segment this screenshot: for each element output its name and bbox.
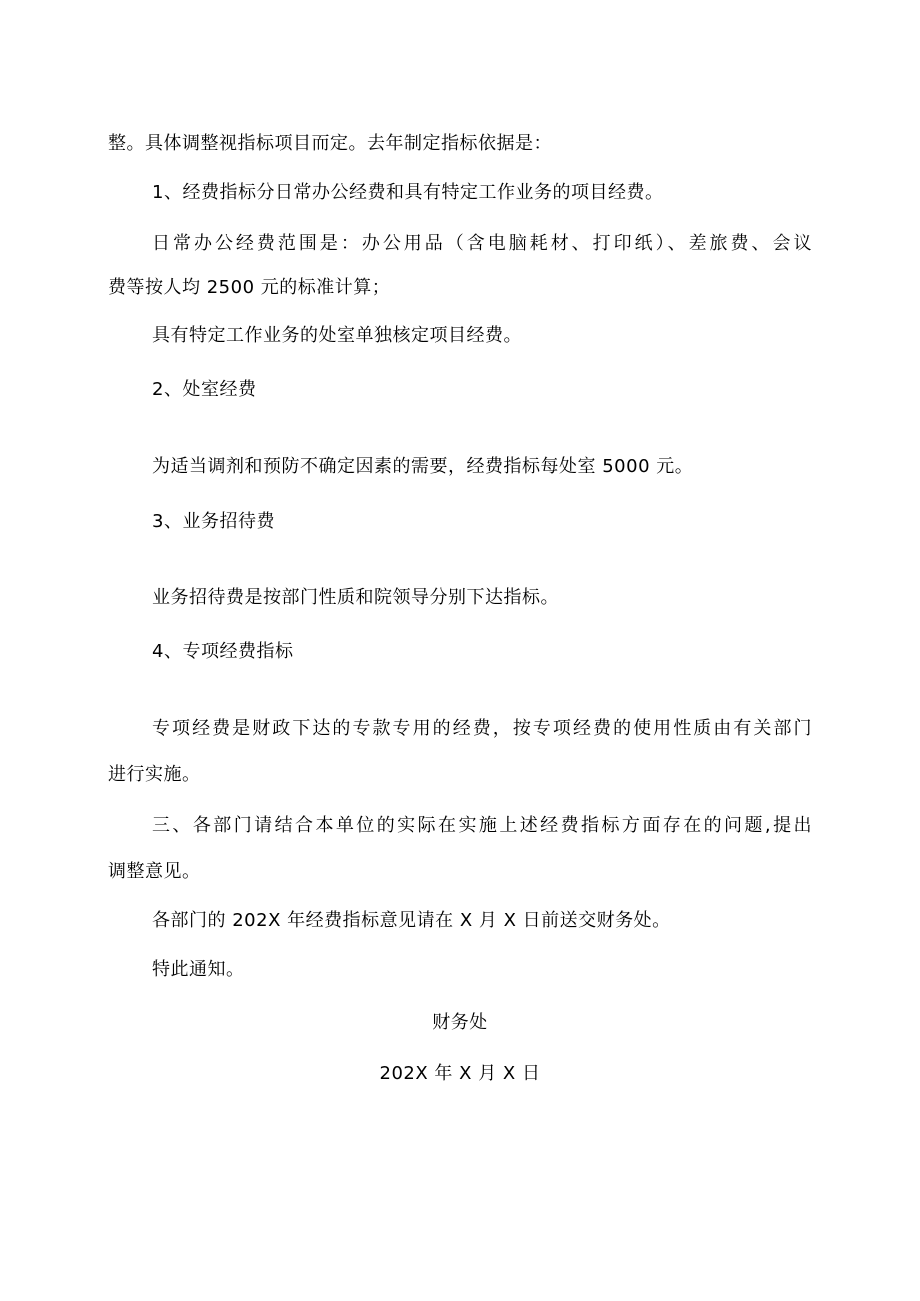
department-expense-text: 为适当调剂和预防不确定因素的需要，经费指标每处室 5000 元。 bbox=[152, 456, 694, 477]
special-fund-line-1: 专项经费是财政下达的专款专用的经费，按专项经费的使用性质由有关部门 bbox=[152, 718, 812, 739]
special-project-expense: 具有特定工作业务的处室单独核定项目经费。 bbox=[152, 325, 522, 346]
office-expense-scope-line-2: 费等按人均 2500 元的标准计算； bbox=[108, 277, 391, 298]
signature-date: 202X 年 X 月 X 日 bbox=[379, 1063, 541, 1084]
signature-department: 财务处 bbox=[432, 1012, 488, 1033]
section-3-line-1: 三、各部门请结合本单位的实际在实施上述经费指标方面存在的问题,提出 bbox=[152, 815, 812, 836]
entertainment-expense-text: 业务招待费是按部门性质和院领导分别下达指标。 bbox=[152, 587, 559, 608]
section-3-line-2: 调整意见。 bbox=[108, 861, 201, 882]
item-3-heading: 3、业务招待费 bbox=[152, 511, 275, 532]
item-1-heading: 1、经费指标分日常办公经费和具有特定工作业务的项目经费。 bbox=[152, 182, 664, 203]
office-expense-scope-line-1: 日常办公经费范围是：办公用品（含电脑耗材、打印纸）、差旅费、会议 bbox=[152, 233, 812, 254]
item-2-heading: 2、处室经费 bbox=[152, 379, 257, 400]
paragraph-continuation: 整。具体调整视指标项目而定。去年制定指标依据是： bbox=[108, 133, 552, 154]
item-4-heading: 4、专项经费指标 bbox=[152, 641, 294, 662]
submission-deadline: 各部门的 202X 年经费指标意见请在 X 月 X 日前送交财务处。 bbox=[152, 910, 671, 931]
notice-closing: 特此通知。 bbox=[152, 959, 245, 980]
special-fund-line-2: 进行实施。 bbox=[108, 764, 201, 785]
